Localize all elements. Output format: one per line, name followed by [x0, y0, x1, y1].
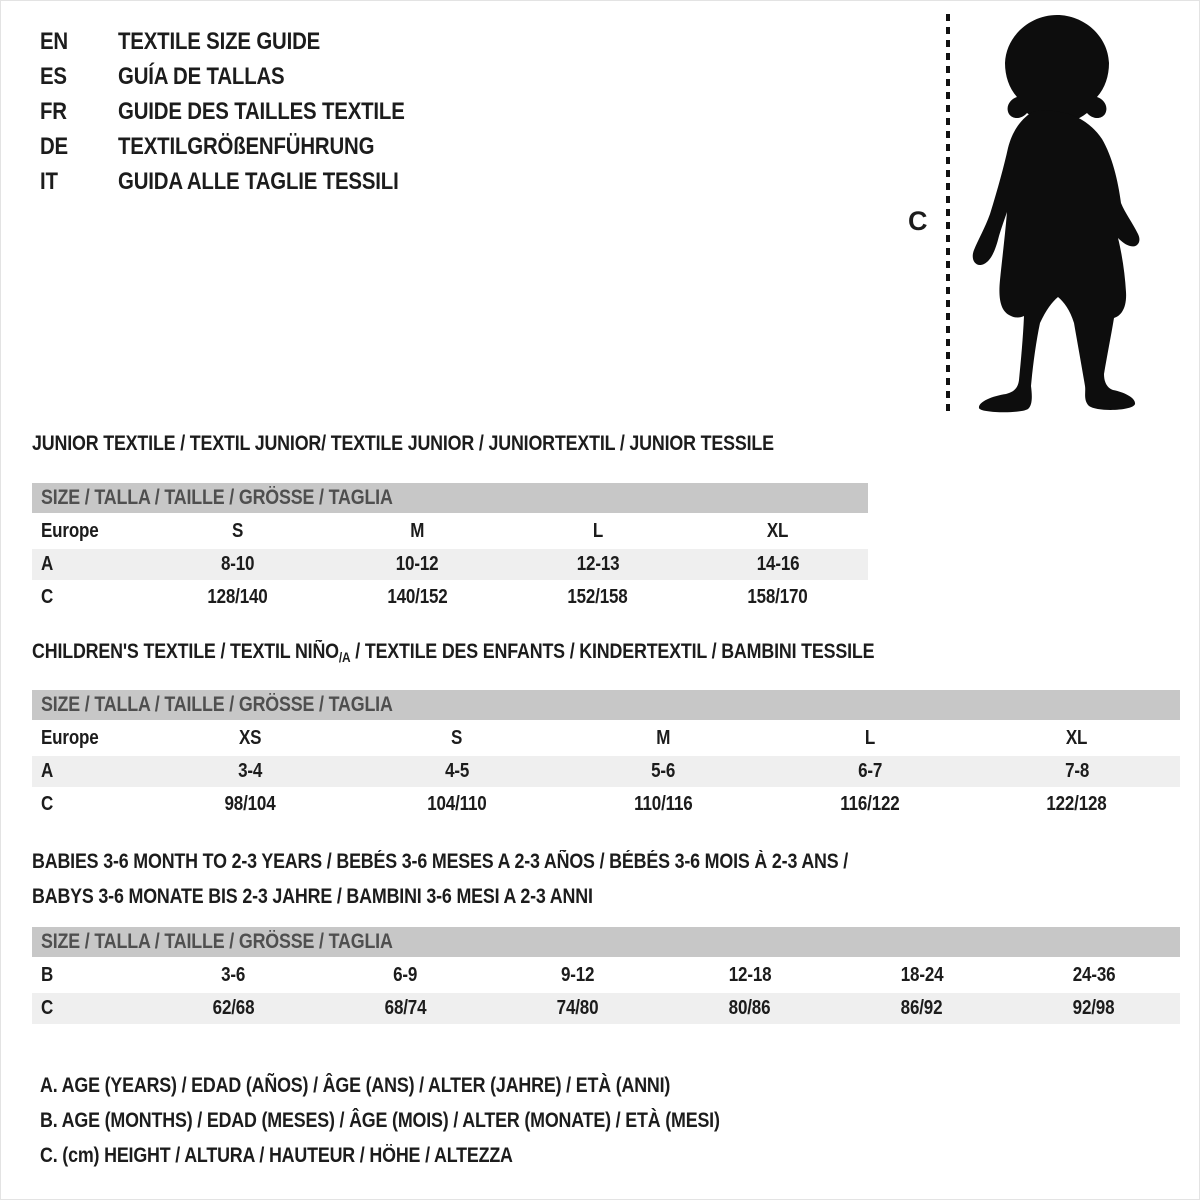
table-cell: 10-12 [396, 553, 439, 575]
table-cell: L [592, 520, 603, 542]
language-code: FR [40, 97, 67, 125]
measure-label-c: C [908, 206, 928, 236]
legend-line: B. AGE (MONTHS) / EDAD (MESES) / ÂGE (MOIS) / ALTER (MONATE) / ETÀ (MESI) [40, 1109, 720, 1132]
table-row [32, 582, 868, 613]
table-header: SIZE / TALLA / TAILLE / GRÖSSE / TAGLIA [32, 927, 1180, 957]
table-cell: 3-4 [238, 760, 263, 782]
language-row [40, 94, 455, 129]
section-children [32, 640, 1180, 822]
table-row [32, 993, 1180, 1024]
language-title: GUÍA DE TALLAS [118, 62, 285, 90]
row-label: B [41, 964, 54, 986]
language-title: GUIDE DES TAILLES TEXTILE [118, 97, 405, 125]
table-cell: M [656, 727, 671, 749]
table-cell: 6-9 [393, 964, 418, 986]
legend-line: A. AGE (YEARS) / EDAD (AÑOS) / ÂGE (ANS) / ALTER (JAHRE) / ETÀ (ANNI) [40, 1074, 671, 1097]
language-row [40, 129, 455, 164]
size-table-junior [32, 516, 868, 613]
legend [40, 1068, 840, 1173]
table-row [32, 756, 1180, 787]
table-row [32, 960, 1180, 991]
row-label: A [41, 760, 54, 782]
table-row [32, 549, 868, 580]
table-cell: 6-7 [858, 760, 883, 782]
language-row [40, 164, 455, 199]
language-code: IT [40, 167, 58, 195]
table-cell: XS [239, 727, 262, 749]
table-cell: 122/128 [1046, 793, 1107, 815]
table-cell: 110/116 [634, 793, 693, 815]
language-list [40, 24, 455, 199]
table-cell: L [864, 727, 876, 749]
language-title: TEXTILE SIZE GUIDE [118, 27, 321, 55]
table-cell: 92/98 [1073, 997, 1115, 1019]
row-label: C [41, 997, 54, 1019]
section-title: JUNIOR TEXTILE / TEXTIL JUNIOR/ TEXTILE JUNIOR / JUNIORTEXTIL / JUNIOR TESSILE [32, 432, 774, 455]
table-cell: 62/68 [212, 997, 254, 1019]
row-label: Europe [41, 727, 99, 749]
size-table-children [32, 723, 1180, 820]
table-header: SIZE / TALLA / TAILLE / GRÖSSE / TAGLIA [32, 483, 868, 513]
table-cell: 9-12 [560, 964, 595, 986]
table-cell: 5-6 [651, 760, 676, 782]
height-measure-line [946, 14, 950, 414]
table-cell: 152/158 [567, 586, 628, 608]
table-cell: M [410, 520, 425, 542]
table-cell: 12-18 [728, 964, 771, 986]
language-row [40, 24, 455, 59]
table-row [32, 516, 868, 547]
table-cell: XL [767, 520, 789, 542]
table-cell: 18-24 [900, 964, 944, 986]
section-title: CHILDREN'S TEXTILE / TEXTIL $NIÑO_{/A}$ / TEXTILE DES ENFANTS / KINDERTEXTIL / BAMBINI TESSILE [32, 640, 875, 665]
table-cell: 140/152 [387, 586, 448, 608]
table-cell: 80/86 [728, 997, 771, 1019]
table-cell: S [451, 727, 463, 749]
table-cell: 86/92 [900, 997, 943, 1019]
table-cell: 7-8 [1064, 760, 1089, 782]
table-cell: 158/170 [747, 586, 809, 608]
row-label: C [41, 793, 54, 815]
language-code: DE [40, 132, 69, 160]
language-row [40, 59, 455, 94]
table-cell: 128/140 [206, 586, 268, 608]
table-cell: XL [1065, 727, 1088, 749]
row-label: A [41, 553, 54, 575]
table-cell: 68/74 [384, 997, 427, 1019]
table-row [32, 789, 1180, 820]
section-babies [32, 844, 1180, 1026]
table-row [32, 723, 1180, 754]
table-cell: 104/110 [427, 793, 487, 815]
table-cell: 4-5 [444, 760, 469, 782]
size-table-babies [32, 960, 1180, 1024]
row-label: C [41, 586, 54, 608]
table-header: SIZE / TALLA / TAILLE / GRÖSSE / TAGLIA [32, 690, 1180, 720]
table-cell: S [231, 520, 243, 542]
legend-line: C. (cm) HEIGHT / ALTURA / HAUTEUR / HÖHE / ALTEZZA [40, 1144, 513, 1167]
table-cell: 12-13 [576, 553, 619, 575]
section-title: BABIES 3-6 MONTH TO 2-3 YEARS / BEBÉS 3-6 MESES A 2-3 AÑOS / BÉBÉS 3-6 MOIS À 2-3 ANS / BABYS 3-6 MONATE BIS 2-3 JAHRE / BAMBINI 3-6 MESI A 2-3 ANNI [32, 850, 849, 908]
table-cell: 8-10 [220, 553, 254, 575]
language-title: TEXTILGRÖßENFÜHRUNG [118, 132, 375, 160]
title-subscript: /A [338, 649, 351, 665]
table-cell: 24-36 [1072, 964, 1116, 986]
baby-silhouette-icon [962, 8, 1167, 418]
table-cell: 3-6 [221, 964, 246, 986]
row-label: Europe [41, 520, 99, 542]
section-junior [32, 432, 868, 615]
table-cell: 74/80 [556, 997, 599, 1019]
language-title: GUIDA ALLE TAGLIE TESSILI [118, 167, 399, 195]
table-cell: 14-16 [756, 553, 800, 575]
language-code: EN [40, 27, 69, 55]
table-cell: 98/104 [224, 793, 276, 815]
table-cell: 116/122 [840, 793, 900, 815]
language-code: ES [40, 62, 67, 90]
